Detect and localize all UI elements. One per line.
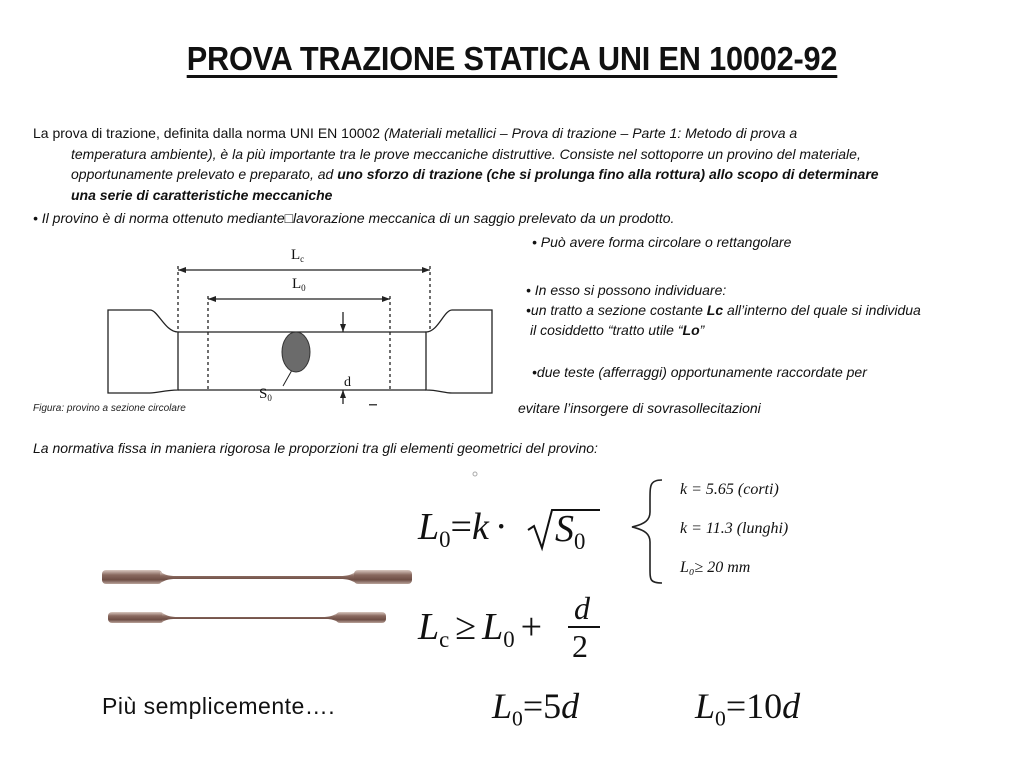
bullet-individuare: • In esso si possono individuare: — [526, 282, 727, 298]
bullet-teste-cont: evitare l’insorgere di sovrasollecitazioni — [518, 400, 761, 416]
left-grip-head — [108, 310, 178, 393]
page-title: PROVA TRAZIONE STATICA UNI EN 10002-92 — [186, 40, 838, 77]
dash-mark — [369, 404, 377, 406]
k-lunghi: k = 11.3 (lunghi) — [680, 520, 789, 537]
formula-l0-5d: $L_0=5d$ — [492, 686, 580, 731]
specimen-photo-long — [102, 570, 412, 584]
intro-bold-3: uno sforzo di trazione (che si prolunga fino alla rottura) allo scopo di determinare — [337, 166, 879, 182]
fraction-numerator: d — [574, 590, 590, 626]
intro-bold-4: una serie di caratteristiche meccaniche — [71, 186, 333, 203]
intro-italic-3: opportunamente prelevato e preparato, ad — [71, 166, 338, 182]
label-l0: $L_0$ — [292, 276, 306, 294]
specimen-photo-short — [108, 612, 386, 623]
bullet-utile-lo: Lo — [682, 322, 700, 338]
bullet-utile-pre: il cosiddetto “tratto utile “ — [530, 322, 683, 338]
fraction-denominator: 2 — [572, 628, 588, 664]
formula-s0: $S_0$ — [555, 508, 586, 554]
formula-l0-k-sqrt: $L_0=k$ · — [418, 506, 508, 552]
cross-section-s0 — [282, 332, 310, 372]
intro-italic-2: temperatura ambiente), è la più importante tra le prove meccaniche distruttive. Consiste nel sottoporre un provino del materiale, — [71, 145, 861, 162]
bullet-provino-lavorazione: • Il provino è di norma ottenuto mediante□lavorazione meccanica di un saggio prelevato da un prodotto. — [33, 210, 675, 226]
small-dot — [473, 472, 477, 476]
formula-brace — [632, 480, 662, 583]
normativa-text: La normativa fissa in maniera rigorosa le proporzioni tra gli elementi geometrici del provino: — [33, 440, 598, 456]
intro-lead: La prova di trazione, definita dalla norma UNI EN 10002 — [33, 125, 384, 141]
label-s0: $S_0$ — [259, 386, 272, 404]
l0-min: L₀≥ 20 mm — [680, 559, 751, 576]
k-corti: k = 5.65 (corti) — [680, 481, 779, 498]
label-d: d — [344, 375, 351, 390]
bullet-utile-post: ” — [699, 322, 705, 338]
figure-caption: Figura: provino a sezione circolare — [33, 403, 186, 414]
bullet-forma: • Può avere forma circolare o rettangolare — [532, 234, 792, 250]
bullet-tratto-post: all’interno del quale si individua — [723, 302, 921, 318]
bullet-tratto-lc: Lc — [706, 302, 724, 318]
intro-italic-1: (Materiali metallici – Prova di trazione – Parte 1: Metodo di prova a — [383, 125, 798, 141]
formula-l0-10d: $L_0=10d$ — [695, 686, 801, 731]
bullet-tratto-pre: •un tratto a sezione costante — [526, 302, 707, 318]
label-lc: $L_c$ — [291, 247, 305, 265]
formula-lc-ge: $L_c \ge L_0$ + — [418, 606, 543, 652]
bullet-teste: •due teste (afferraggi) opportunamente raccordate per — [532, 364, 867, 380]
right-grip-head — [426, 310, 492, 393]
piu-semplicemente-label: Più semplicemente…. — [102, 693, 336, 719]
